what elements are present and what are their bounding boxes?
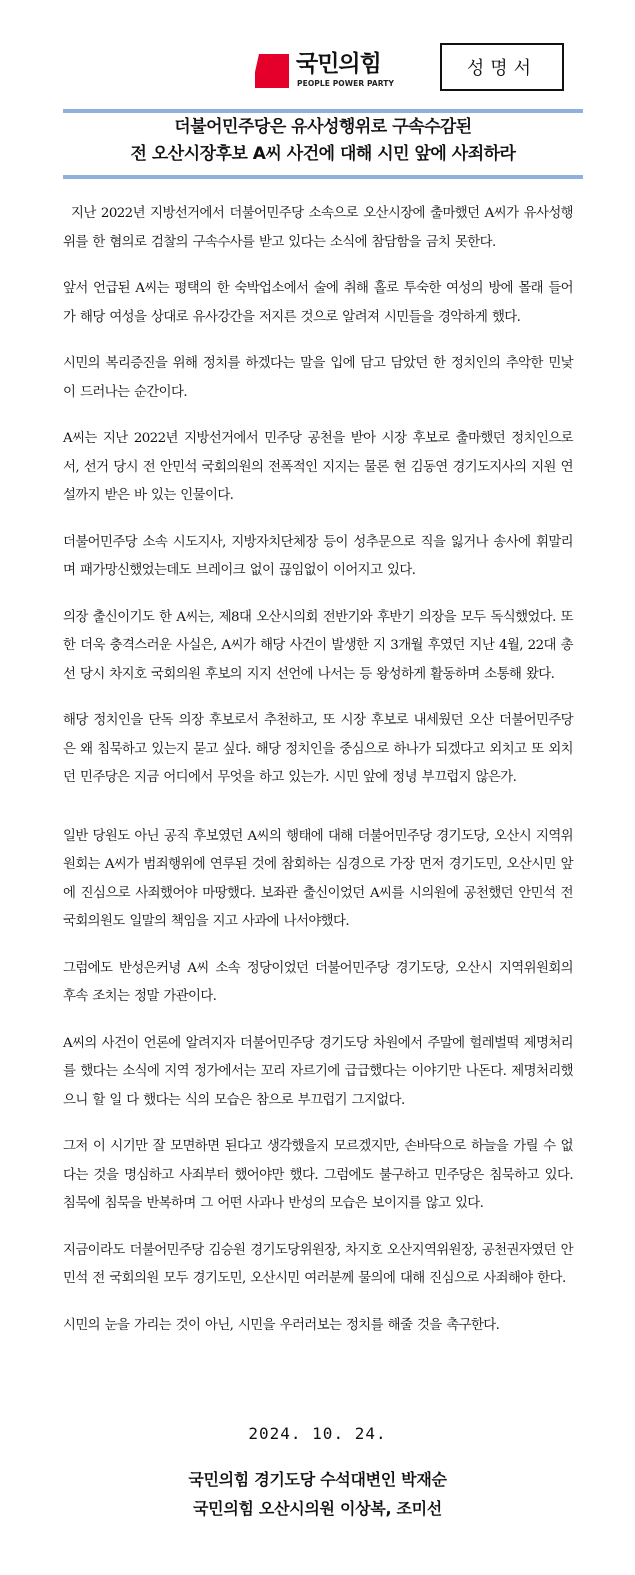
title-line-2: 전 오산시장후보 A씨 사건에 대해 시민 앞에 사죄하라 [130,144,516,164]
paragraph: 일반 당원도 아닌 공직 후보였던 A씨의 행태에 대해 더불어민주당 경기도당, 오산시 지역위원회는 A씨가 범죄행위에 연루된 것에 참회하는 심경으로 가장 먼저 경기도민, 오산시민 앞에 진심으로 사죄했어야 마땅했다. 보좌관 출신이었던 A씨를 시의원에 공천했던 안민석 전 국회의원도 일말의 책임을 지고 사과에 나서야했다. [63,828,573,929]
title-line-1: 더불어민주당은 유사성행위로 구속수감된 [174,117,472,137]
statement-body [63,200,573,1358]
letterhead [0,0,635,110]
paragraph: 시민의 눈을 가리는 것이 아닌, 시민을 우러러보는 정치를 해줄 것을 촉구한다. [63,1317,500,1333]
document-type-box: 성명서 [440,43,564,91]
paragraph: 의장 출신이기도 한 A씨는, 제8대 오산시의회 전반기와 후반기 의장을 모두 독식했었다. 또한 더욱 충격스러운 사실은, A씨가 해당 사건이 발생한 지 3개월 후였던 지난 4월, 22대 총선 당시 차지호 국회의원 후보의 지지 선언에 나서는 등 왕성하게 활동하며 소통해 왔다. [63,609,573,682]
party-logo-subtext: PEOPLE POWER PARTY [297,79,395,88]
statement-title [63,114,583,168]
signature-line-2: 국민의힘 오산시의원 이상복, 조미선 [193,1499,442,1518]
paragraph: 지금이라도 더불어민주당 김승원 경기도당위원장, 차지호 오산지역위원장, 공천권자였던 안민석 전 국회의원 모두 경기도민, 오산시민 여러분께 물의에 대해 진심으로 사죄해야 한다. [63,1242,573,1286]
party-logo-icon [253,52,291,90]
signature-line-1: 국민의힘 경기도당 수석대변인 박재순 [188,1470,447,1489]
paragraph: 지난 2022년 지방선거에서 더불어민주당 소속으로 오산시장에 출마했던 A씨가 유사성행위를 한 혐의로 검찰의 구속수사를 받고 있다는 소식에 참담함을 금치 못한다. [63,206,573,250]
statement-date: 2024. 10. 24. [248,1424,387,1443]
paragraph: 더불어민주당 소속 시도지사, 지방자치단체장 등이 성추문으로 직을 잃거나 송사에 휘말리며 패가망신했었는데도 브레이크 없이 끊임없이 이어지고 있다. [63,534,573,578]
paragraph: 그저 이 시기만 잘 모면하면 된다고 생각했을지 모르겠지만, 손바닥으로 하늘을 가릴 수 없다는 것을 명심하고 사죄부터 했어야만 했다. 그럼에도 불구하고 민주당은 침묵하고 있다. 침묵에 침묵을 반복하며 그 어떤 사과나 반성의 모습은 보이지를 않고 있다. [63,1139,573,1211]
paragraph: A씨는 지난 2022년 지방선거에서 민주당 공천을 받아 시장 후보로 출마했던 정치인으로서, 선거 당시 전 안민석 국회의원의 전폭적인 지지는 물론 현 김동연 경기도지사의 지원 연설까지 받은 바 있는 인물이다. [63,431,573,503]
paragraph: 앞서 언급된 A씨는 평택의 한 숙박업소에서 술에 취해 홀로 투숙한 여성의 방에 몰래 들어가 해당 여성을 상대로 유사강간을 저지른 것으로 알려져 시민들을 경악하게 했다. [63,281,573,325]
paragraph: A씨의 사건이 언론에 알려지자 더불어민주당 경기도당 차원에서 주말에 헐레벌떡 제명처리를 했다는 소식에 지역 정가에서는 꼬리 자르기에 급급했다는 이야기만 나돈다. 제명처리했으니 할 일 다 했다는 식의 모습은 참으로 부끄럽기 그지없다. [63,1035,573,1108]
top-divider [63,109,583,113]
paragraph: 그럼에도 반성은커녕 A씨 소속 정당이었던 더불어민주당 경기도당, 오산시 지역위원회의 후속 조치는 정말 가관이다. [63,960,573,1004]
paragraph: 시민의 복리증진을 위해 정치를 하겠다는 말을 입에 담고 담았던 한 정치인의 추악한 민낯이 드러나는 순간이다. [63,356,573,400]
paragraph: 해당 정치인을 단독 의장 후보로서 추천하고, 또 시장 후보로 내세웠던 오산 더불어민주당은 왜 침묵하고 있는지 묻고 싶다. 해당 정치인을 중심으로 하나가 되겠다고 외치고 또 외치던 민주당은 지금 어디에서 무엇을 하고 있는가. 시민 앞에 정녕 부끄럽지 않은가. [63,713,573,785]
title-divider [63,175,583,179]
party-logo-text: 국민의힘 [296,51,381,77]
